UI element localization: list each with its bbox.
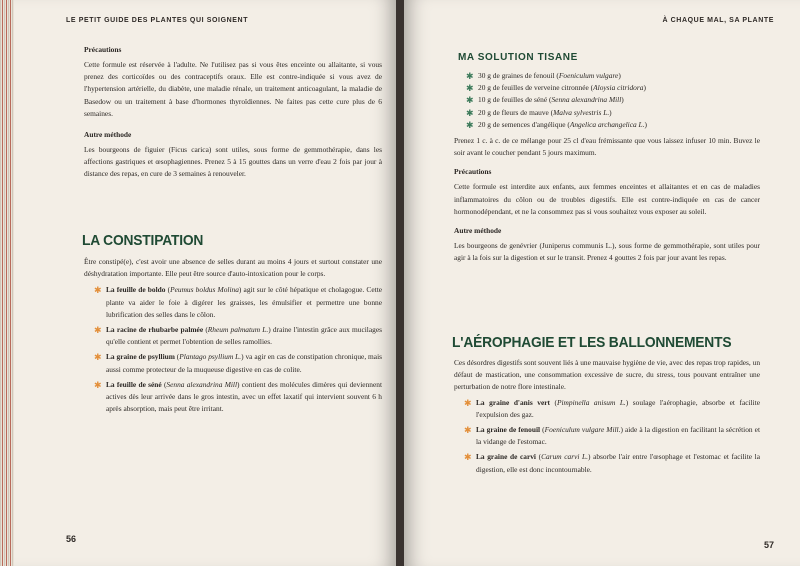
tisane-quantity: 30 g de graines de fenouil (478, 71, 555, 80)
scientific-name: Senna alexandrina Mill (166, 379, 238, 389)
paren-open: ( (565, 119, 570, 129)
aerophagie-intro: Ces désordres digestifs sont souvent liés à une mauvaise hygiène de vie, avec des repas trop rapides, un défaut de mastication, une consommation excessive de sucre, du stress, tous pouvant entraîner une perturbation de notre flore intestinale. (454, 358, 761, 392)
scientific-name: Rheum palmatum L. (207, 325, 269, 335)
flower-icon: ✱ (466, 119, 474, 130)
paren-open: ( (547, 95, 552, 105)
scientific-name: Aloysia citridora (593, 83, 644, 93)
paren-open: ( (174, 352, 180, 362)
left-precautions (84, 44, 382, 181)
left-page-number: 56 (66, 534, 77, 544)
tisane-list (454, 70, 760, 131)
left-autre-label: Autre méthode (84, 130, 132, 140)
flower-icon: ✱ (466, 95, 474, 106)
flower-icon: ✱ (94, 352, 102, 363)
paren-close: ) (643, 83, 646, 93)
paren-open: ( (540, 425, 545, 435)
right-page-number: 57 (763, 540, 774, 550)
plant-name: La graine d'anis vert (476, 397, 550, 407)
scientific-name: Pimpinella anisum L. (556, 397, 626, 407)
scientific-name: Carum carvi L. (541, 452, 588, 462)
tisane-quantity: 20 g de feuilles de verveine citronnée (478, 83, 589, 93)
plant-name: La graine de carvi (476, 452, 536, 462)
scientific-name: Senna alexandrina Mill (551, 95, 622, 105)
paren-close: ) (618, 71, 621, 80)
right-precautions-label: Précautions (454, 167, 492, 177)
left-autre-text: Les bourgeons de figuier (Ficus carica) sont utiles, sous forme de gemmothérapie, dans les affections gastriques et œsophagiennes. Prenez 5 à 15 gouttes dans un verre d'eau 2 fois par jour à distance des repas, en cure de 3 semaines à renouveler. (84, 145, 382, 179)
constipation-body (84, 256, 382, 415)
flower-icon: ✱ (466, 71, 474, 81)
plant-name: La feuille de boldo (106, 285, 166, 295)
flower-icon: ✱ (94, 285, 102, 296)
tisane-item (466, 107, 760, 119)
paren-open: ( (165, 285, 171, 295)
paren-close: ) (587, 452, 594, 462)
constipation-intro: Être constipé(e), c'est avoir une absence de selles durant au moins 4 jours et surtout constater une déshydratation importante. Elle peut être source d'auto-intoxication pour le corps. (84, 257, 382, 279)
paren-close: ) (237, 379, 242, 389)
scientific-name: Foeniculum vulgare (558, 71, 619, 80)
paren-close: ) (241, 352, 246, 362)
aerophagie-title: L'AÉROPHAGIE ET LES BALLONNEMENTS (452, 334, 732, 351)
constipation-list (84, 284, 382, 415)
right-autre-label: Autre méthode (454, 226, 502, 236)
tisane-instructions: Prenez 1 c. à c. de ce mélange pour 25 cl d'eau frémissante que vous laissez infuser 10 min. Buvez le soir avant le coucher pendant 5 jours maximum. (454, 136, 760, 158)
paren-open: ( (548, 107, 554, 117)
tisane-item (466, 119, 760, 131)
paren-close: ) (644, 119, 647, 129)
tisane-item (466, 94, 760, 106)
plant-description: contient des molécules dimères qui deviennent actives dès leur arrivée dans le gros intestin, avec un effet laxatif qui intervient souvent 6 h après absorption, mais peut être irritant. (106, 379, 383, 414)
scientific-name: Plantago psyllium L. (179, 352, 242, 362)
constipation-title: LA CONSTIPATION (82, 232, 204, 249)
paren-close: ) (621, 95, 624, 105)
plant-item (464, 451, 760, 475)
paren-close: ) (620, 425, 625, 435)
plant-item (94, 351, 382, 375)
right-page (404, 0, 800, 566)
flower-icon: ✱ (464, 425, 472, 436)
plant-description: va agir en cas de constipation chronique, mais aussi comme protecteur de la muqueuse digestive en cas de colite. (106, 352, 383, 374)
page-edges (0, 0, 14, 566)
scientific-name: Peumus boldus Molina (170, 285, 239, 295)
paren-open: ( (549, 397, 557, 407)
flower-icon: ✱ (464, 452, 472, 463)
tisane-title: MA SOLUTION TISANE (458, 52, 578, 63)
flower-icon: ✱ (94, 379, 102, 390)
tisane-quantity: 20 g de fleurs de mauve (478, 107, 549, 117)
plant-description: absorbe l'air entre l'œsophage et l'estomac et facilite la digestion, elle est donc incontournable. (476, 452, 760, 474)
right-running-head: À CHAQUE MAL, SA PLANTE (662, 17, 774, 24)
tisane-quantity: 10 g de feuilles de séné (478, 95, 548, 105)
paren-close: ) (268, 325, 273, 335)
plant-item (94, 379, 382, 416)
plant-item (94, 284, 382, 321)
left-precautions-text: Cette formule est réservée à l'adulte. Ne l'utilisez pas si vous êtes enceinte ou allaitante, si vous prenez des corticoïdes ou des contraceptifs oraux. Elle est contre-indiquée si vous avez de l'hypertension artérielle, du diabète, une maladie rénale, un traitement anticoagulant, la maladie de Basedow ou un traitement à base d'hormones thyroïdiennes. Ne faites pas cette cure plus de 6 semaines. (84, 60, 382, 118)
plant-item (94, 324, 382, 348)
plant-description: aide à la digestion en facilitant la sécrétion et la vidange de l'estomac. (476, 425, 760, 447)
plant-name: La feuille de séné (106, 379, 162, 389)
paren-open: ( (588, 83, 594, 93)
tisane-quantity: 20 g de semences d'angélique (478, 119, 566, 129)
left-page (14, 0, 396, 566)
plant-name: La racine de rhubarbe palmée (106, 325, 204, 335)
plant-name: La graine de psyllium (106, 352, 175, 362)
aerophagie-body (454, 357, 760, 476)
flower-icon: ✱ (464, 397, 472, 408)
paren-open: ( (161, 379, 167, 389)
paren-open: ( (203, 325, 208, 335)
tisane-item (466, 70, 760, 82)
left-precautions-label: Précautions (84, 45, 122, 54)
plant-description: draine l'intestin grâce aux mucilages qu'elle contient et permet l'obtention de selles ramollies. (106, 325, 382, 347)
paren-close: ) (609, 107, 612, 117)
paren-open: ( (554, 71, 559, 80)
paren-close: ) (238, 285, 244, 295)
gutter (396, 0, 404, 566)
scientific-name: Angelica archangelica L. (569, 119, 645, 129)
right-precautions-text: Cette formule est interdite aux enfants, aux femmes enceintes et allaitantes et en cas de maladies inflammatoires du côlon ou de troubles digestifs. Elle est contre-indiquée en cas de cancer hormonodépendant, et ne la consommez pas si vous souhaitez vous exposer au soleil. (454, 182, 760, 216)
paren-open: ( (535, 452, 542, 462)
tisane-item (466, 82, 760, 94)
flower-icon: ✱ (466, 83, 474, 94)
right-autre-text: Les bourgeons de genévrier (Juniperus communis L.), sous forme de gemmothérapie, sont utiles pour agir à la fois sur la digestion et sur le transit. Prenez 4 gouttes 2 fois par jour avant les repas. (454, 241, 760, 263)
plant-name: La graine de fenouil (476, 425, 541, 435)
tisane-block (454, 70, 760, 264)
plant-description: agit sur le côté hépatique et cholagogue. Cette plante va aider le foie à digérer les graisses, les émulsifier et permettre une bonne lubrification des selles dans le côlon. (106, 285, 383, 319)
flower-icon: ✱ (466, 107, 474, 118)
scientific-name: Malva sylvestris L. (553, 107, 610, 117)
flower-icon: ✱ (94, 325, 102, 336)
plant-description: soulage l'aérophagie, absorbe et facilite l'expulsion des gaz. (476, 397, 761, 419)
paren-close: ) (625, 397, 633, 407)
plant-item (464, 424, 760, 448)
aerophagie-list (454, 397, 760, 476)
left-running-head: LE PETIT GUIDE DES PLANTES QUI SOIGNENT (66, 17, 249, 24)
scientific-name: Foeniculum vulgare Mill. (544, 425, 621, 435)
plant-item (464, 397, 760, 421)
